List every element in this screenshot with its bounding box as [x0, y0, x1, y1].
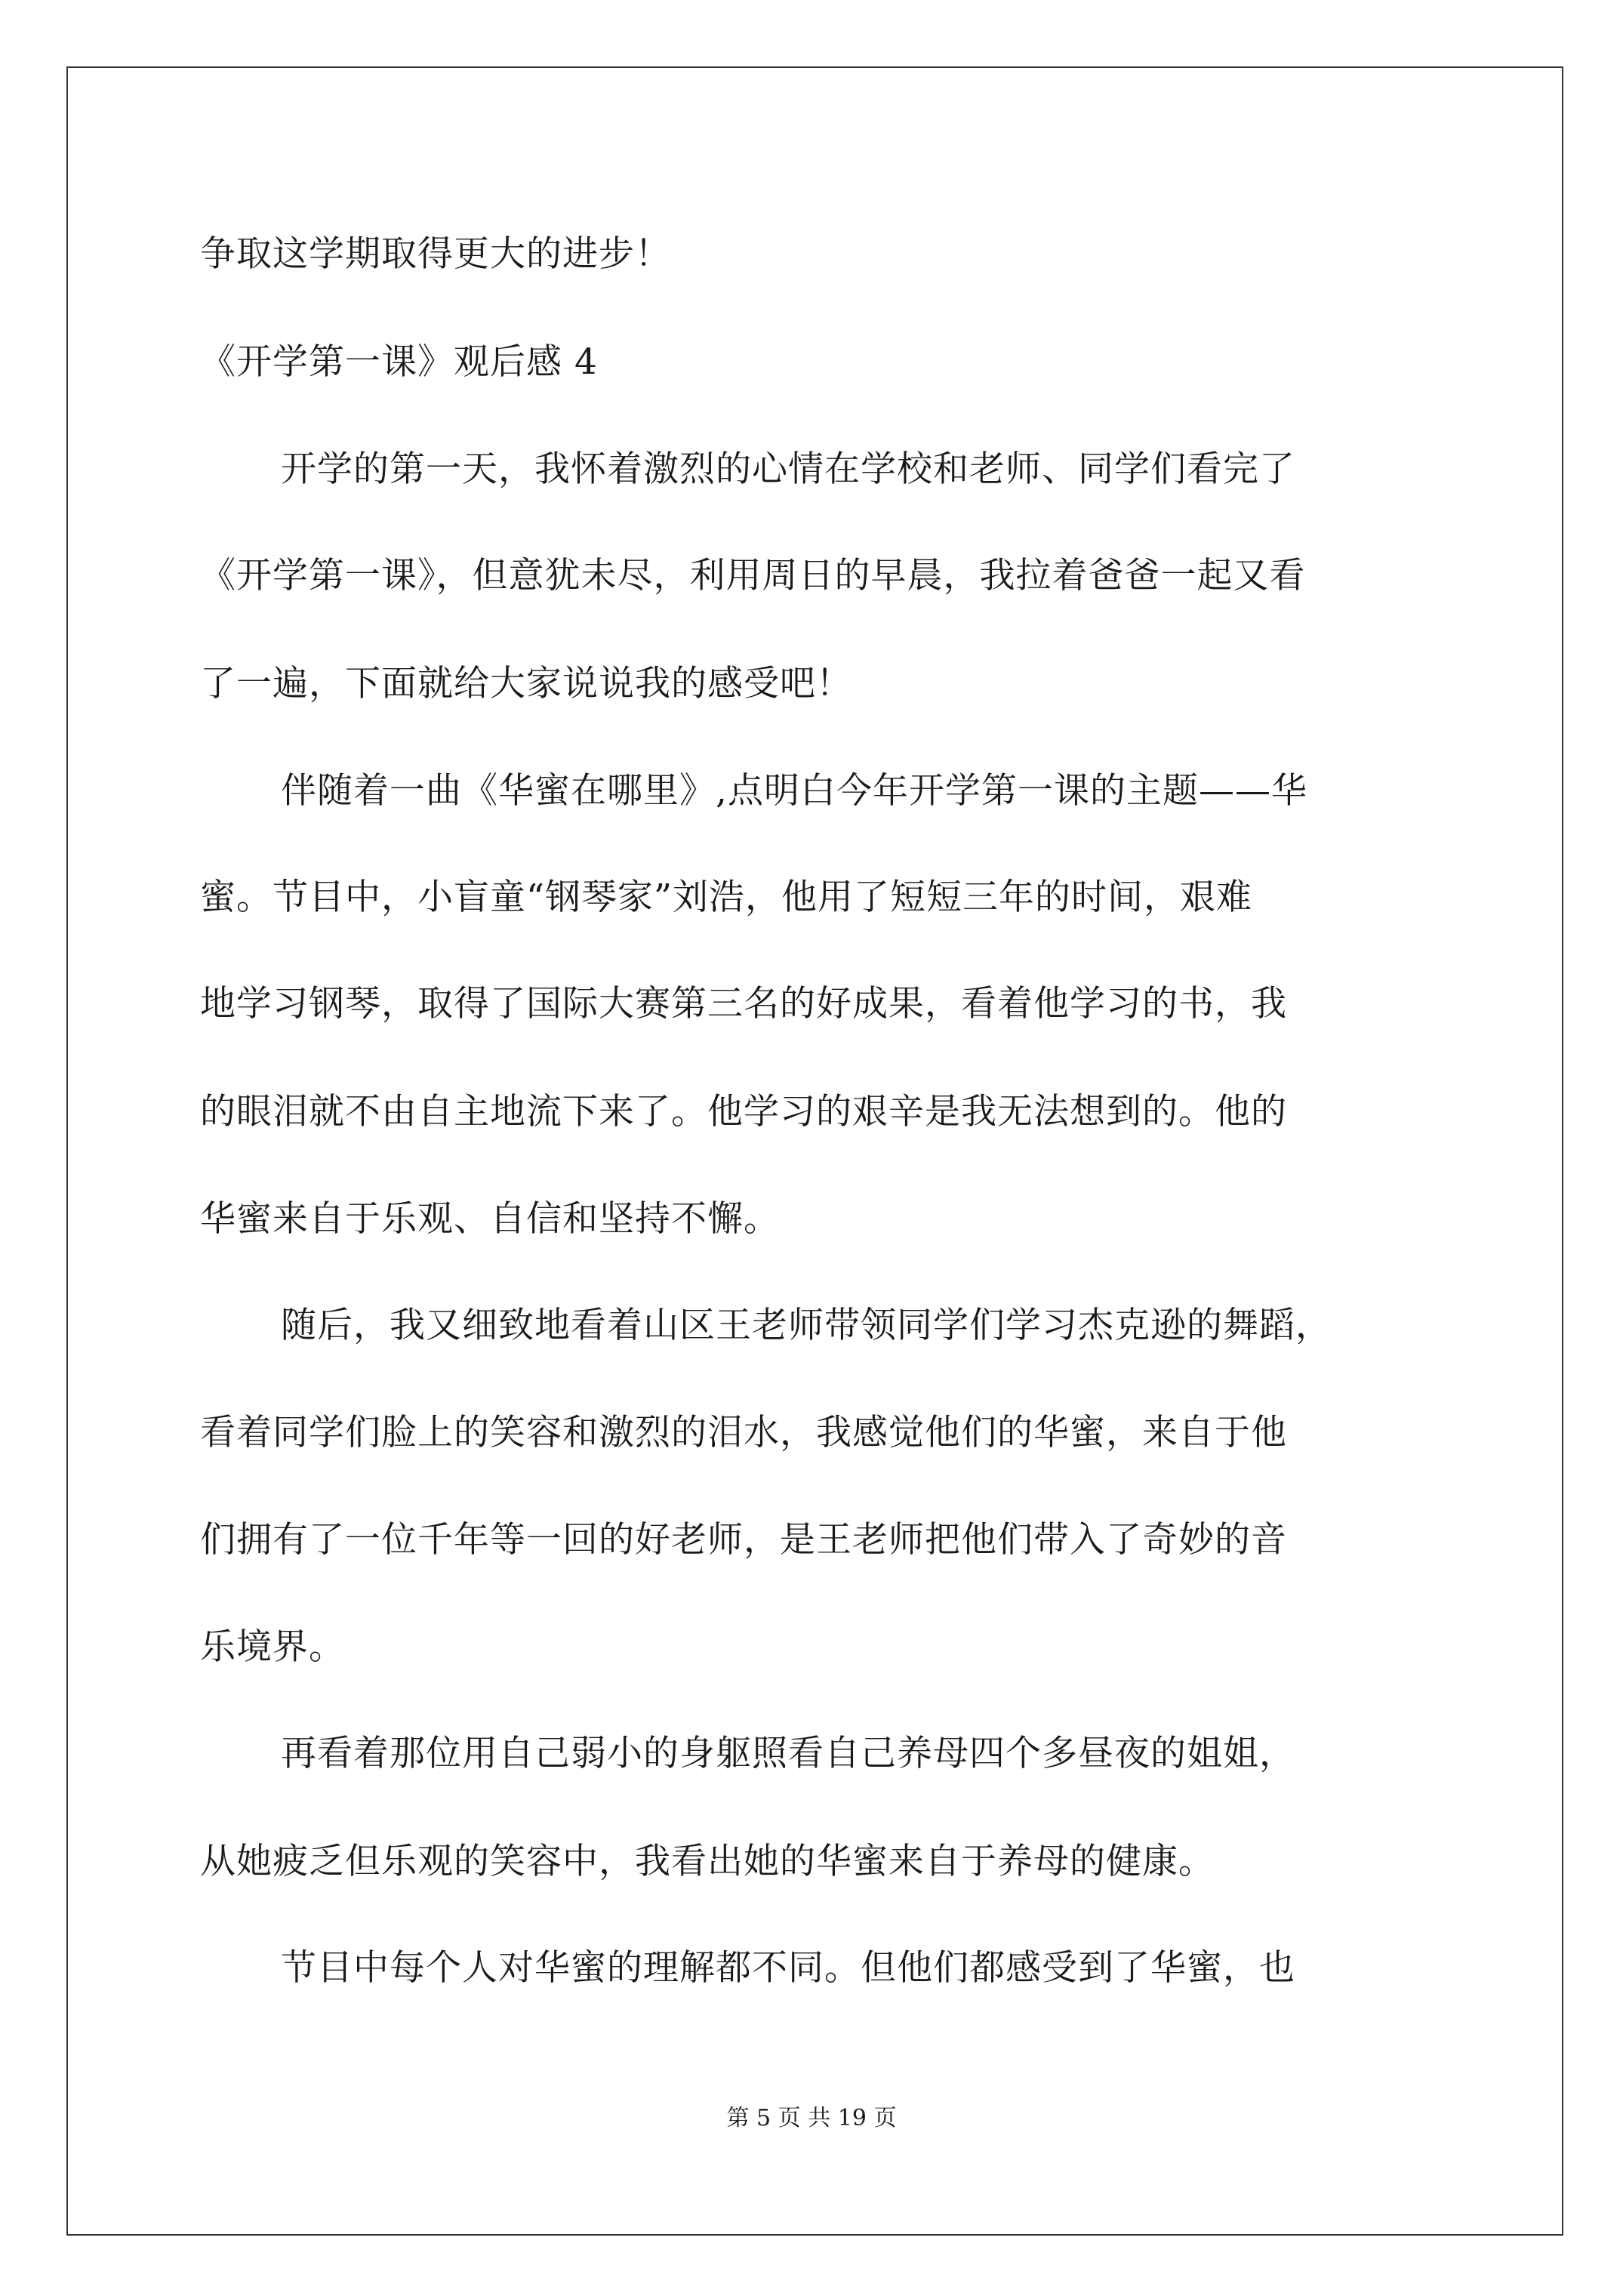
- paragraph-3-line-3: 们拥有了一位千年等一回的好老师，是王老师把他们带入了奇妙的音: [200, 1519, 1287, 1561]
- paragraph-1-line-1: 开学的第一天，我怀着激烈的心情在学校和老师、同学们看完了: [281, 448, 1295, 490]
- paragraph-2-line-3: 地学习钢琴，取得了国际大赛第三名的好成果，看着他学习的书，我: [200, 983, 1287, 1025]
- paragraph-5-line-1: 节目中每个人对华蜜的理解都不同。但他们都感受到了华蜜，也: [281, 1947, 1295, 1989]
- paragraph-2-line-4: 的眼泪就不由自主地流下来了。他学习的艰辛是我无法想到的。他的: [200, 1091, 1287, 1133]
- paragraph-1-line-2: 《开学第一课》，但意犹未尽，利用周日的早晨，我拉着爸爸一起又看: [200, 555, 1306, 596]
- page-number-footer: 第 5 页 共 19 页: [726, 2105, 897, 2131]
- paragraph-3-line-1: 随后，我又细致地看着山区王老师带领同学们学习杰克逊的舞蹈，: [281, 1305, 1332, 1346]
- paragraph-3-line-2: 看着同学们脸上的笑容和激烈的泪水，我感觉他们的华蜜，来自于他: [200, 1412, 1287, 1453]
- text-line-closing: 争取这学期取得更大的进步！: [200, 233, 671, 275]
- page-border: [66, 66, 1563, 2236]
- paragraph-1-line-3: 了一遍，下面就给大家说说我的感受吧！: [200, 663, 852, 704]
- paragraph-2-line-1: 伴随着一曲《华蜜在哪里》,点明白今年开学第一课的主题——华: [281, 770, 1307, 812]
- paragraph-2-line-5: 华蜜来自于乐观、自信和坚持不懈。: [200, 1198, 780, 1240]
- paragraph-4-line-1: 再看着那位用自己弱小的身躯照看自己养母四个多昼夜的姐姐，: [281, 1733, 1295, 1774]
- paragraph-4-line-2: 从她疲乏但乐观的笑容中，我看出她的华蜜来自于养母的健康。: [200, 1841, 1215, 1882]
- section-heading: 《开学第一课》观后感 4: [200, 341, 598, 383]
- paragraph-3-line-4: 乐境界。: [200, 1626, 345, 1668]
- paragraph-2-line-2: 蜜。节目中，小盲童“钢琴家”刘浩，他用了短短三年的时间，艰难: [200, 877, 1253, 918]
